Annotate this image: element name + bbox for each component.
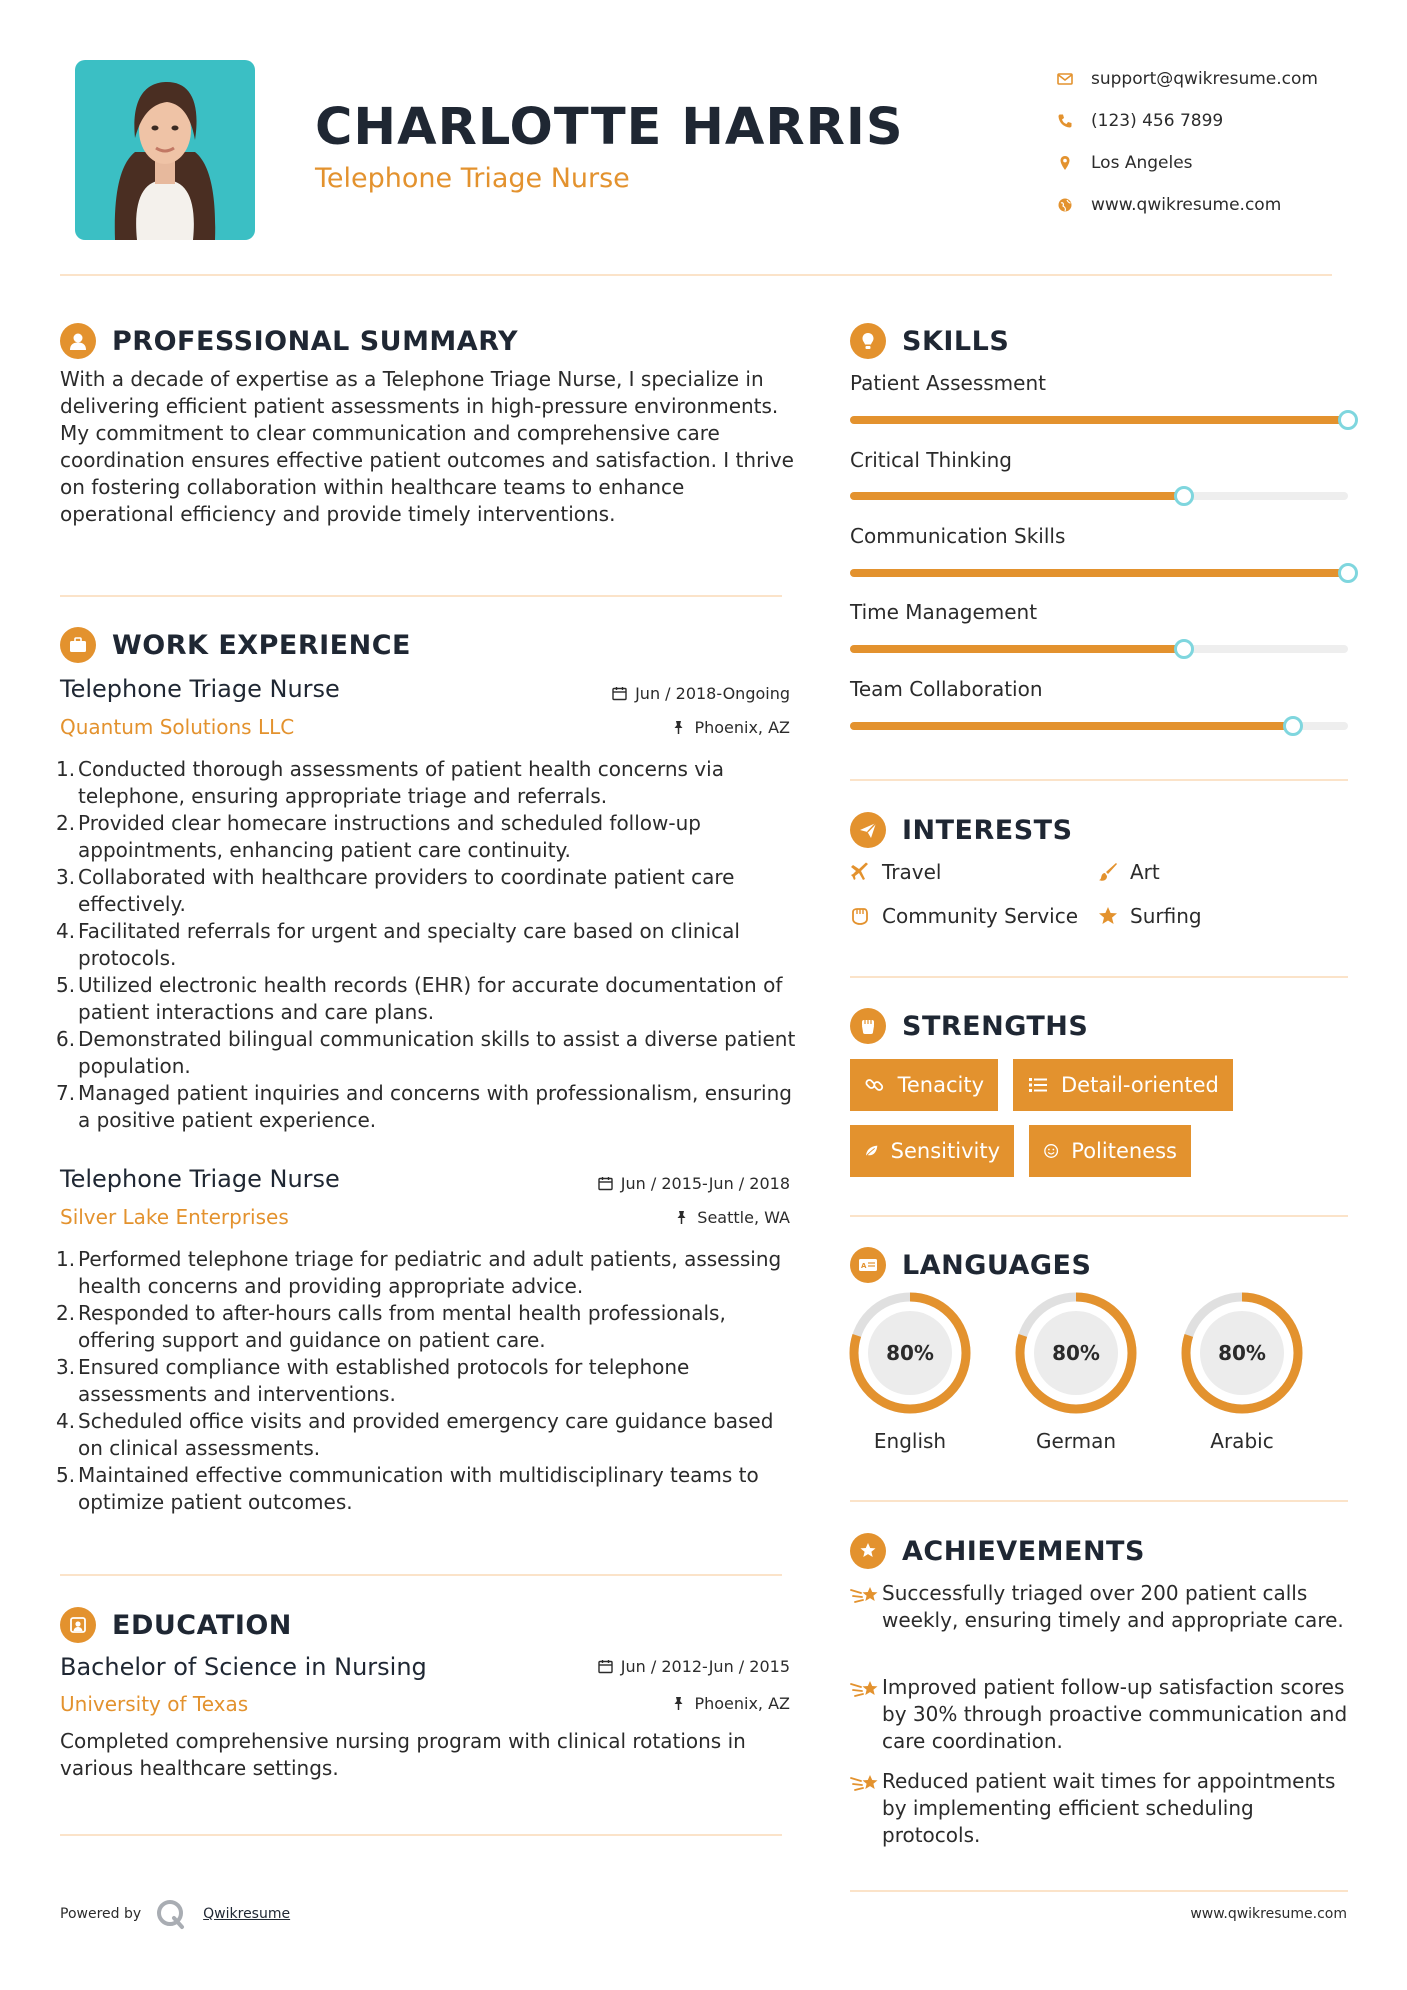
summary-title: PROFESSIONAL SUMMARY (112, 325, 519, 357)
job-1-dates-text: Jun / 2018-Ongoing (635, 684, 790, 703)
job-1-location (560, 718, 790, 737)
candidate-role: Telephone Triage Nurse (315, 163, 630, 194)
interest-label: Community Service (882, 904, 1079, 928)
list-item: 5. Maintained effective communication with multidisciplinary teams to optimize patient outcomes. (56, 1463, 759, 1514)
skill-bar-knob[interactable] (1174, 486, 1194, 506)
header-divider (60, 274, 1332, 276)
contact-website[interactable] (1055, 184, 1395, 226)
skill-label: Critical Thinking (850, 448, 1012, 472)
strength-label: Tenacity (897, 1073, 984, 1097)
list-item: 2. Responded to after-hours calls from mental health professionals, offering support and guidance on patient care. (56, 1301, 726, 1352)
education-title: EDUCATION (112, 1609, 292, 1641)
skill-label: Communication Skills (850, 524, 1066, 548)
list-item: 4. Scheduled office visits and provided emergency care guidance based on clinical assessments. (56, 1409, 774, 1460)
education-divider (60, 1834, 782, 1836)
experience-title: WORK EXPERIENCE (112, 629, 411, 661)
languages-divider (850, 1500, 1348, 1502)
contact-block (1055, 58, 1395, 226)
contact-phone-text: (123) 456 7899 (1091, 111, 1224, 131)
skill-bar (850, 492, 1348, 500)
skill-bar-fill (850, 492, 1184, 500)
user-icon (60, 323, 96, 359)
education-location (560, 1694, 790, 1713)
list-item: 3. Collaborated with healthcare providers to coordinate patient care effectively. (56, 865, 735, 916)
education-location-text: Phoenix, AZ (694, 1694, 790, 1713)
strength-tag-detail-oriented (1013, 1059, 1233, 1111)
pin-icon (671, 720, 686, 735)
interests-heading (850, 812, 1073, 848)
interest-label: Art (1130, 860, 1160, 884)
award-star-icon (850, 1533, 886, 1569)
contact-email[interactable] (1055, 58, 1395, 100)
job-2-dates (540, 1174, 790, 1193)
shooting-star-icon (850, 1674, 882, 1755)
education-description: Completed comprehensive nursing program with clinical rotations in various healthcare settings. (60, 1729, 746, 1780)
powered-by-text: Powered by (60, 1906, 142, 1922)
interests-divider (850, 976, 1348, 978)
language-ring (848, 1291, 972, 1415)
skill-bar-fill (850, 645, 1184, 653)
list-item: 5. Utilized electronic health records (EHR) for accurate documentation of patient interactions and care plans. (56, 973, 783, 1024)
star-icon (1098, 906, 1118, 926)
achievements-divider (850, 1890, 1348, 1892)
achievement-item (850, 1768, 1348, 1849)
interest-travel (850, 860, 941, 884)
strengths-divider (850, 1215, 1348, 1217)
strengths-title: STRENGTHS (902, 1010, 1089, 1042)
contact-location (1055, 142, 1395, 184)
language-percent: 80% (1052, 1341, 1100, 1365)
education-degree: Bachelor of Science in Nursing (60, 1653, 427, 1681)
achievement-item (850, 1674, 1348, 1755)
skill-label: Patient Assessment (850, 371, 1046, 395)
summary-divider (60, 595, 782, 597)
skill-bar-fill (850, 416, 1348, 424)
graduation-icon (60, 1607, 96, 1643)
job-1-bullets (56, 756, 802, 1134)
list-icon (1027, 1074, 1049, 1096)
skills-title: SKILLS (902, 325, 1010, 357)
skill-bar-knob[interactable] (1338, 410, 1358, 430)
experience-divider (60, 1574, 782, 1576)
language-label: German (1035, 1429, 1117, 1453)
language-german (1014, 1291, 1138, 1453)
shooting-star-icon (850, 1768, 882, 1849)
plane-icon (850, 862, 870, 882)
job-2-bullets (56, 1246, 802, 1516)
qwikresume-logo-icon (155, 1898, 187, 1930)
paper-plane-icon (850, 812, 886, 848)
languages-title: LANGUAGES (902, 1249, 1092, 1281)
pin-icon (671, 1696, 686, 1711)
globe-icon (1055, 197, 1091, 213)
education-dates-text: Jun / 2012-Jun / 2015 (620, 1657, 790, 1676)
education-school: University of Texas (60, 1692, 249, 1716)
language-english (848, 1291, 972, 1453)
achievement-text: Improved patient follow-up satisfaction scores by 30% through proactive communication and care coordination. (882, 1675, 1348, 1753)
job-2-company: Silver Lake Enterprises (60, 1205, 289, 1229)
calendar-icon (598, 1659, 613, 1674)
job-2-dates-text: Jun / 2015-Jun / 2018 (620, 1174, 790, 1193)
skill-bar (850, 416, 1348, 424)
list-item: 2. Provided clear homecare instructions and scheduled follow-up appointments, enhancing patient care continuity. (56, 811, 701, 862)
location-pin-icon (1055, 155, 1091, 171)
list-item: 6. Demonstrated bilingual communication skills to assist a diverse patient population. (56, 1027, 796, 1078)
language-ring (1180, 1291, 1304, 1415)
language-ring (1014, 1291, 1138, 1415)
contact-phone[interactable] (1055, 100, 1395, 142)
achievements-title: ACHIEVEMENTS (902, 1535, 1145, 1567)
job-2-title: Telephone Triage Nurse (60, 1165, 340, 1193)
brush-icon (1098, 862, 1118, 882)
skill-bar (850, 645, 1348, 653)
language-arabic (1180, 1291, 1304, 1453)
job-1-dates (560, 684, 790, 703)
skill-bar (850, 722, 1348, 730)
mail-icon (1055, 71, 1091, 87)
candidate-name: CHARLOTTE HARRIS (315, 98, 904, 157)
education-dates (540, 1657, 790, 1676)
strength-label: Politeness (1071, 1139, 1177, 1163)
skill-bar (850, 569, 1348, 577)
link-icon (864, 1074, 886, 1096)
briefcase-icon (60, 627, 96, 663)
contact-email-text: support@qwikresume.com (1091, 69, 1318, 89)
achievements-heading (850, 1533, 1145, 1569)
interest-surfing (1098, 904, 1202, 928)
interest-label: Travel (882, 860, 942, 884)
strength-label: Detail-oriented (1061, 1073, 1219, 1097)
achievement-item (850, 1580, 1348, 1634)
education-heading (60, 1607, 292, 1643)
interests-title: INTERESTS (902, 814, 1073, 846)
svg-text:A: A (861, 1262, 867, 1270)
footer-powered-by (60, 1898, 290, 1930)
strength-tag-tenacity (850, 1059, 998, 1111)
list-item: 7. Managed patient inquiries and concerns with professionalism, ensuring a positive patient experience. (56, 1081, 792, 1132)
skill-bar-knob[interactable] (1174, 639, 1194, 659)
profile-photo (75, 60, 255, 240)
job-1-title: Telephone Triage Nurse (60, 675, 340, 703)
strength-label: Sensitivity (890, 1139, 1000, 1163)
strengths-heading (850, 1008, 1088, 1044)
calendar-icon (612, 686, 627, 701)
job-2-location (560, 1208, 790, 1227)
summary-heading (60, 323, 518, 359)
leaf-icon (864, 1140, 879, 1162)
smile-icon (1043, 1140, 1059, 1162)
job-1-company: Quantum Solutions LLC (60, 715, 295, 739)
list-item: 3. Ensured compliance with established protocols for telephone assessments and interventions. (56, 1355, 690, 1406)
list-item: 1. Performed telephone triage for pediatric and adult patients, assessing health concerns and providing appropriate advice. (56, 1247, 782, 1298)
contact-website-text: www.qwikresume.com (1091, 195, 1282, 215)
pin-icon (674, 1210, 689, 1225)
skill-bar-knob[interactable] (1283, 716, 1303, 736)
lightbulb-icon (850, 323, 886, 359)
id-card-icon (850, 1247, 886, 1283)
list-item: 4. Facilitated referrals for urgent and specialty care based on clinical protocols. (56, 919, 740, 970)
job-2-location-text: Seattle, WA (697, 1208, 790, 1227)
fist-icon (850, 1008, 886, 1044)
summary-text: With a decade of expertise as a Telephone Triage Nurse, I specialize in delivering efficient patient assessments in high-pressure environments. My commitment to clear communication and comprehensive care coordination ensures effective patient outcomes and satisfaction. I thrive on fostering collaboration within healthcare teams to enhance operational efficiency and provide timely interventions. (60, 367, 794, 526)
skill-bar-fill (850, 722, 1293, 730)
hand-icon (850, 906, 870, 926)
achievement-text: Reduced patient wait times for appointments by implementing efficient scheduling protocols. (882, 1769, 1336, 1847)
shooting-star-icon (850, 1580, 882, 1634)
language-percent: 80% (886, 1341, 934, 1365)
languages-heading (850, 1247, 1091, 1283)
language-percent: 80% (1218, 1341, 1266, 1365)
interest-community-service (850, 904, 1078, 928)
language-label: English (873, 1429, 947, 1453)
calendar-icon (598, 1176, 613, 1191)
qwikresume-link[interactable]: Qwikresume (203, 1906, 291, 1922)
skill-bar-knob[interactable] (1338, 563, 1358, 583)
strength-tag-politeness (1029, 1125, 1191, 1177)
skills-divider (850, 779, 1348, 781)
experience-heading (60, 627, 411, 663)
strength-tag-sensitivity (850, 1125, 1014, 1177)
skills-heading (850, 323, 1009, 359)
interest-label: Surfing (1130, 904, 1202, 928)
phone-icon (1055, 113, 1091, 129)
skill-label: Team Collaboration (850, 677, 1043, 701)
interest-art (1098, 860, 1160, 884)
contact-location-text: Los Angeles (1091, 153, 1193, 173)
skill-label: Time Management (850, 600, 1038, 624)
skill-bar-fill (850, 569, 1348, 577)
language-label: Arabic (1210, 1429, 1274, 1453)
job-1-location-text: Phoenix, AZ (694, 718, 790, 737)
footer-website[interactable]: www.qwikresume.com (1190, 1906, 1347, 1922)
list-item: 1. Conducted thorough assessments of patient health concerns via telephone, ensuring appropriate triage and referrals. (56, 757, 724, 808)
achievement-text: Successfully triaged over 200 patient calls weekly, ensuring timely and appropriate care. (882, 1581, 1344, 1632)
